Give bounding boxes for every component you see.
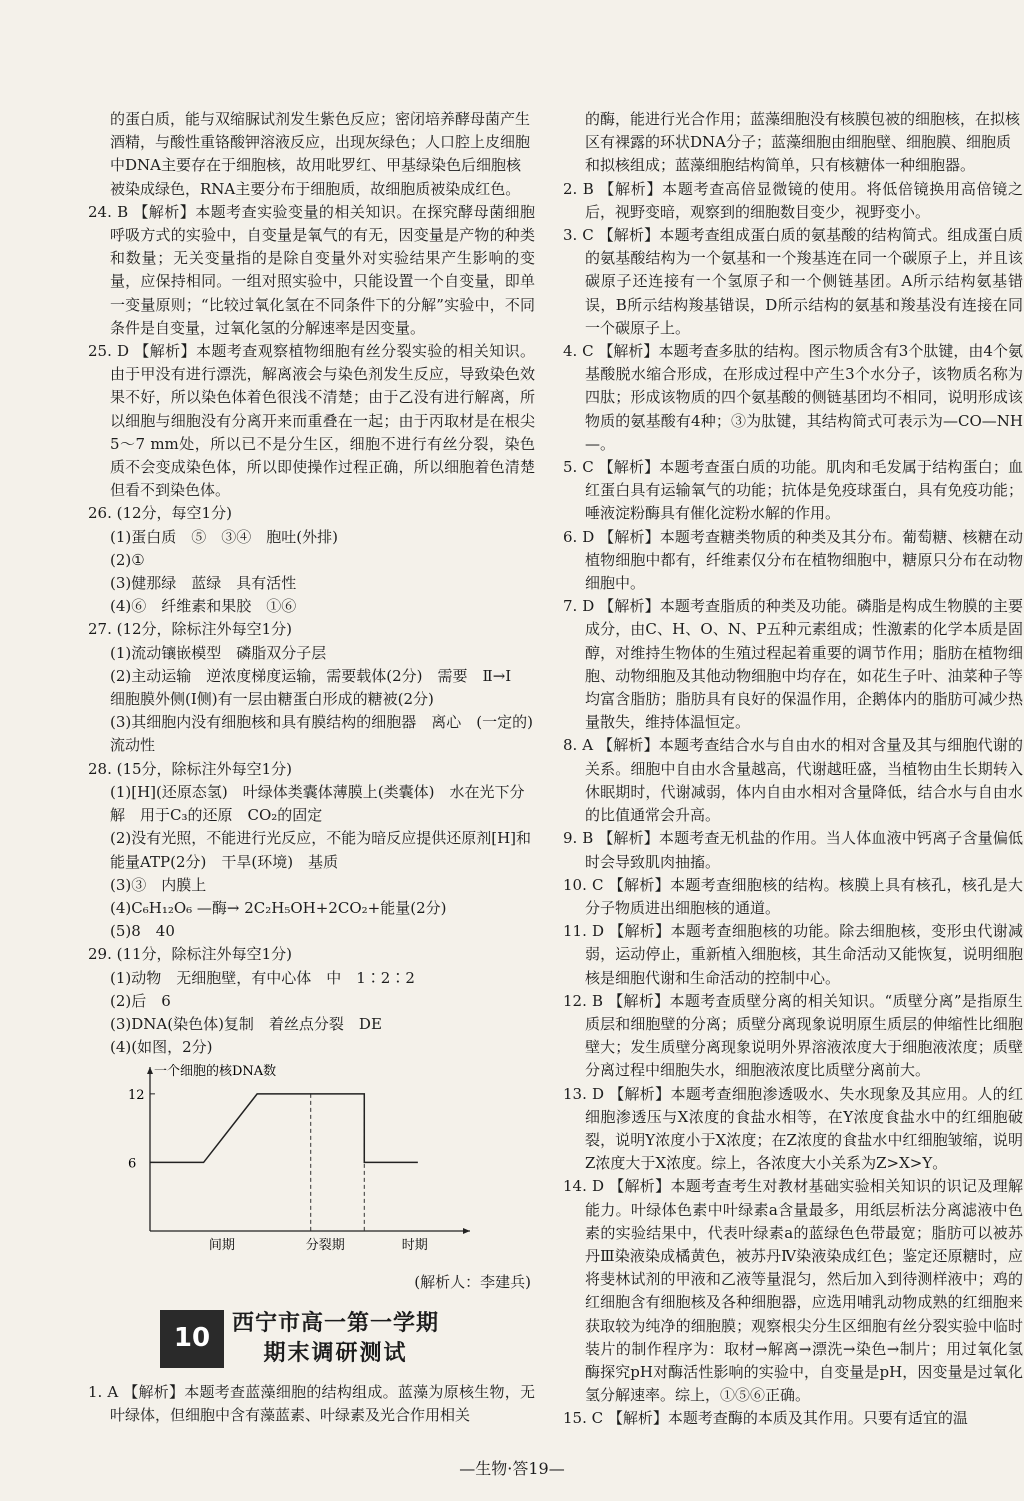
answer-28-5: (5)8 40 — [110, 922, 175, 941]
dna-series-line — [150, 1094, 418, 1163]
x-axis-arrow — [463, 1228, 470, 1234]
answer-10: 10. C 【解析】本题考查细胞核的结构。核膜上具有核孔，核孔是大分子物质进出细胞核的通道。 — [563, 875, 1023, 917]
answer-para: 的蛋白质，能与双缩脲试剂发生紫色反应；密闭培养酵母菌产生酒精，与酸性重铬酸钾溶液反应，出现灰绿色；人口腔上皮细胞中DNA主要存在于细胞核，故用吡罗红、甲基绿染色后细胞核被染成绿色，RNA主要分布于细胞质，故细胞质被染成红色。 — [110, 110, 531, 198]
x-label-interphase: 间期 — [208, 1238, 235, 1254]
x-axis-label: 时期 — [401, 1238, 428, 1254]
answer-28-head: 28. (15分，除标注外每空1分) — [88, 759, 292, 778]
x-label-division: 分裂期 — [305, 1238, 345, 1254]
answer-1-cont: 的酶，能进行光合作用；蓝藻细胞没有核膜包被的细胞核，在拟核区有裸露的环状DNA分子；蓝藻细胞由细胞壁、细胞膜、细胞质和拟核组成；蓝藻细胞结构简单，只有核糖体一种细胞器。 — [585, 110, 1021, 175]
answer-6: 6. D 【解析】本题考查糖类物质的种类及其分布。葡萄糖、核糖在动植物细胞中都有，纤维素仅分布在植物细胞中，糖原只分布在动物细胞中。 — [563, 527, 1023, 593]
answer-29-2: (2)后 6 — [110, 991, 171, 1010]
answer-29-4: (4)(如图，2分) — [110, 1038, 213, 1057]
dna-chart — [110, 1061, 490, 1271]
answer-28-3: (3)③ 内膜上 — [110, 875, 207, 894]
answer-3: 3. C 【解析】本题考查组成蛋白质的氨基酸的结构简式。组成蛋白质的氨基酸结构为一个氨基和一个羧基连在同一个碳原子上，并且该碳原子还连接有一个氢原子和一个侧链基团。A所示结构氨基错误，B所示结构羧基错误，D所示结构的氨基和羧基没有连接在同一个碳原子上。 — [563, 226, 1023, 337]
analyst-credit: (解析人：李建兵) — [414, 1273, 531, 1292]
answer-9: 9. B 【解析】本题考查无机盐的作用。当人体血液中钙离子含量偏低时会导致肌肉抽搐。 — [563, 829, 1023, 871]
answer-26-1: (1)蛋白质 ⑤ ③④ 胞吐(外排) — [110, 527, 338, 546]
answer-24: 24. B 【解析】本题考查实验变量的相关知识。在探究酵母菌细胞呼吸方式的实验中，自变量是氧气的有无，因变量是产物的种类和数量；无关变量指的是除自变量外对实验结果产生影响的变量，应保持相同。一组对照实验中，只能设置一个自变量，即单一变量原则；“比较过氧化氢在不同条件下的分解”实验中，不同条件是自变量，过氧化氢的分解速率是因变量。 — [88, 202, 535, 337]
answer-25: 25. D 【解析】本题考查观察植物细胞有丝分裂实验的相关知识。由于甲没有进行漂洗，解离液会与染色剂发生反应，导致染色效果不好，所以染色体着色很浅不清楚；由于乙没有进行解离，所以细胞与细胞没有分离开来而重叠在一起；由于丙取材是在根尖5～7 mm处，所以已不是分生区，细胞不进行有丝分裂，染色质不会变成染色体，所以即使操作过程正确，所以细胞着色清楚但看不到染色体。 — [88, 342, 535, 500]
answer-14: 14. D 【解析】本题考查考生对教材基础实验相关知识的识记及理解能力。叶绿体色素中叶绿素a含量最多，用纸层析法分离滤液中色素的实验结果中，代表叶绿素a的蓝绿色色带最宽；脂肪可以被苏丹Ⅲ染液染成橘黄色，被苏丹Ⅳ染液染成红色；鉴定还原糖时，应将斐林试剂的甲液和乙液等量混匀，然后加入到待测样液中；鸡的红细胞含有细胞核及各种细胞器，应选用哺乳动物成熟的红细胞来获取较为纯净的细胞膜；观察根尖分生区细胞有丝分裂实验中临时装片的制作程序为：取材→解离→漂洗→染色→制片；用过氧化氢酶探究pH对酶活性影响的实验中，自变量是pH，因变量是过氧化氢分解速率。综上，①⑤⑥正确。 — [563, 1177, 1023, 1405]
answer-26-head: 26. (12分，每空1分) — [88, 504, 232, 523]
answer-27-2: (2)主动运输 逆浓度梯度运输，需要载体(2分) 需要 Ⅱ→Ⅰ 细胞膜外侧(Ⅰ侧)有一层由糖蛋白形成的糖被(2分) — [110, 666, 527, 709]
answer-26-4: (4)⑥ 纤维素和果胶 ①⑥ — [110, 597, 297, 616]
y-tick-label: 6 — [128, 1156, 137, 1172]
answer-28-4: (4)C₆H₁₂O₆ —酶→ 2C₂H₅OH+2CO₂+能量(2分) — [110, 898, 447, 917]
answer-1: 1. A 【解析】本题考查蓝藻细胞的结构组成。蓝藻为原核生物，无叶绿体，但细胞中含有藻蓝素、叶绿素及光合作用相关 — [88, 1382, 535, 1424]
answer-12: 12. B 【解析】本题考查质壁分离的相关知识。“质壁分离”是指原生质层和细胞壁的分离；质壁分离现象说明原生质层的伸缩性比细胞壁大；发生质壁分离现象说明外界溶液浓度大于细胞液浓度；质壁分离过程中细胞失水，细胞液浓度比质壁分离前大。 — [563, 991, 1023, 1080]
answer-15: 15. C 【解析】本题考查酶的本质及其作用。只要有适宜的温 — [563, 1409, 968, 1428]
answer-28-1: (1)[H](还原态氢) 叶绿体类囊体薄膜上(类囊体) 水在光下分解 用于C₃的还原 CO₂的固定 — [110, 782, 525, 825]
answer-29-3: (3)DNA(染色体)复制 着丝点分裂 DE — [110, 1014, 382, 1033]
section-title-line1: 西宁市高一第一学期 — [232, 1310, 440, 1336]
page-footer: —生物·答19— — [459, 1459, 565, 1478]
answer-27-3: (3)其细胞内没有细胞核和具有膜结构的细胞器 离心 (一定的)流动性 — [110, 713, 533, 755]
answer-5: 5. C 【解析】本题考查蛋白质的功能。肌肉和毛发属于结构蛋白；血红蛋白具有运输氧气的功能；抗体是免疫球蛋白，具有免疫功能；唾液淀粉酶具有催化淀粉水解的作用。 — [563, 458, 1023, 523]
answer-27-head: 27. (12分，除标注外每空1分) — [88, 620, 292, 639]
section-title — [232, 1309, 439, 1369]
answer-29-1: (1)动物 无细胞壁，有中心体 中 1∶2∶2 — [110, 968, 415, 987]
answer-28-2: (2)没有光照，不能进行光反应，不能为暗反应提供还原剂[H]和能量ATP(2分) 干旱(环境) 基质 — [110, 829, 532, 871]
answer-27-1: (1)流动镶嵌模型 磷脂双分子层 — [110, 643, 327, 662]
y-tick-label: 12 — [128, 1088, 145, 1104]
answer-11: 11. D 【解析】本题考查细胞核的功能。除去细胞核，变形虫代谢减弱，运动停止，重新植入细胞核，其生命活动又能恢复，说明细胞核是细胞代谢和生命活动的控制中心。 — [563, 922, 1023, 987]
answer-4: 4. C 【解析】本题考查多肽的结构。图示物质含有3个肽键，由4个氨基酸脱水缩合形成，在形成过程中产生3个水分子，该物质名称为四肽；形成该物质的四个氨基酸的侧链基团均不相同，说明形成该物质的氨基酸有4种；③为肽键，其结构简式可表示为—CO—NH—。 — [563, 342, 1023, 453]
answer-7: 7. D 【解析】本题考查脂质的种类及功能。磷脂是构成生物膜的主要成分，由C、H、O、N、P五种元素组成；性激素的化学本质是固醇，对维持生物体的生殖过程起着重要的调节作用；脂肪在植物细胞、动物细胞及其他动物细胞中均存在，如花生子叶、油菜种子等均富含脂肪；脂肪具有良好的保温作用，企鹅体内的脂肪可减少热量散失，维持体温恒定。 — [563, 597, 1023, 732]
y-axis-label: 一个细胞的核DNA数 — [154, 1064, 277, 1080]
y-axis-arrow — [147, 1067, 153, 1074]
answer-26-2: (2)① — [110, 550, 145, 569]
section-number: 10 — [160, 1310, 224, 1368]
right-column — [563, 108, 1023, 1431]
answer-8: 8. A 【解析】本题考查结合水与自由水的相对含量及其与细胞代谢的关系。细胞中自由水含量越高，代谢越旺盛，当植物由生长期转入休眠期时，代谢减弱，体内自由水相对含量降低，结合水与自由水的比值通常会升高。 — [563, 736, 1023, 825]
section-title-line2: 期末调研测试 — [263, 1340, 408, 1366]
left-column — [88, 108, 535, 1427]
answer-13: 13. D 【解析】本题考查细胞渗透吸水、失水现象及其应用。人的红细胞渗透压与X浓度的食盐水相等，在Y浓度食盐水中的红细胞破裂，说明Y浓度小于X浓度；在Z浓度的食盐水中红细胞皱缩，说明Z浓度大于X浓度。综上，各浓度大小关系为Z>X>Y。 — [563, 1084, 1023, 1173]
answer-26-3: (3)健那绿 蓝绿 具有活性 — [110, 574, 297, 593]
dna-chart-svg — [110, 1061, 490, 1261]
answer-2: 2. B 【解析】本题考查高倍显微镜的使用。将低倍镜换用高倍镜之后，视野变暗，观察到的细胞数目变少，视野变小。 — [563, 179, 1023, 221]
answer-29-head: 29. (11分，除标注外每空1分) — [88, 945, 292, 964]
section-header — [160, 1309, 535, 1369]
